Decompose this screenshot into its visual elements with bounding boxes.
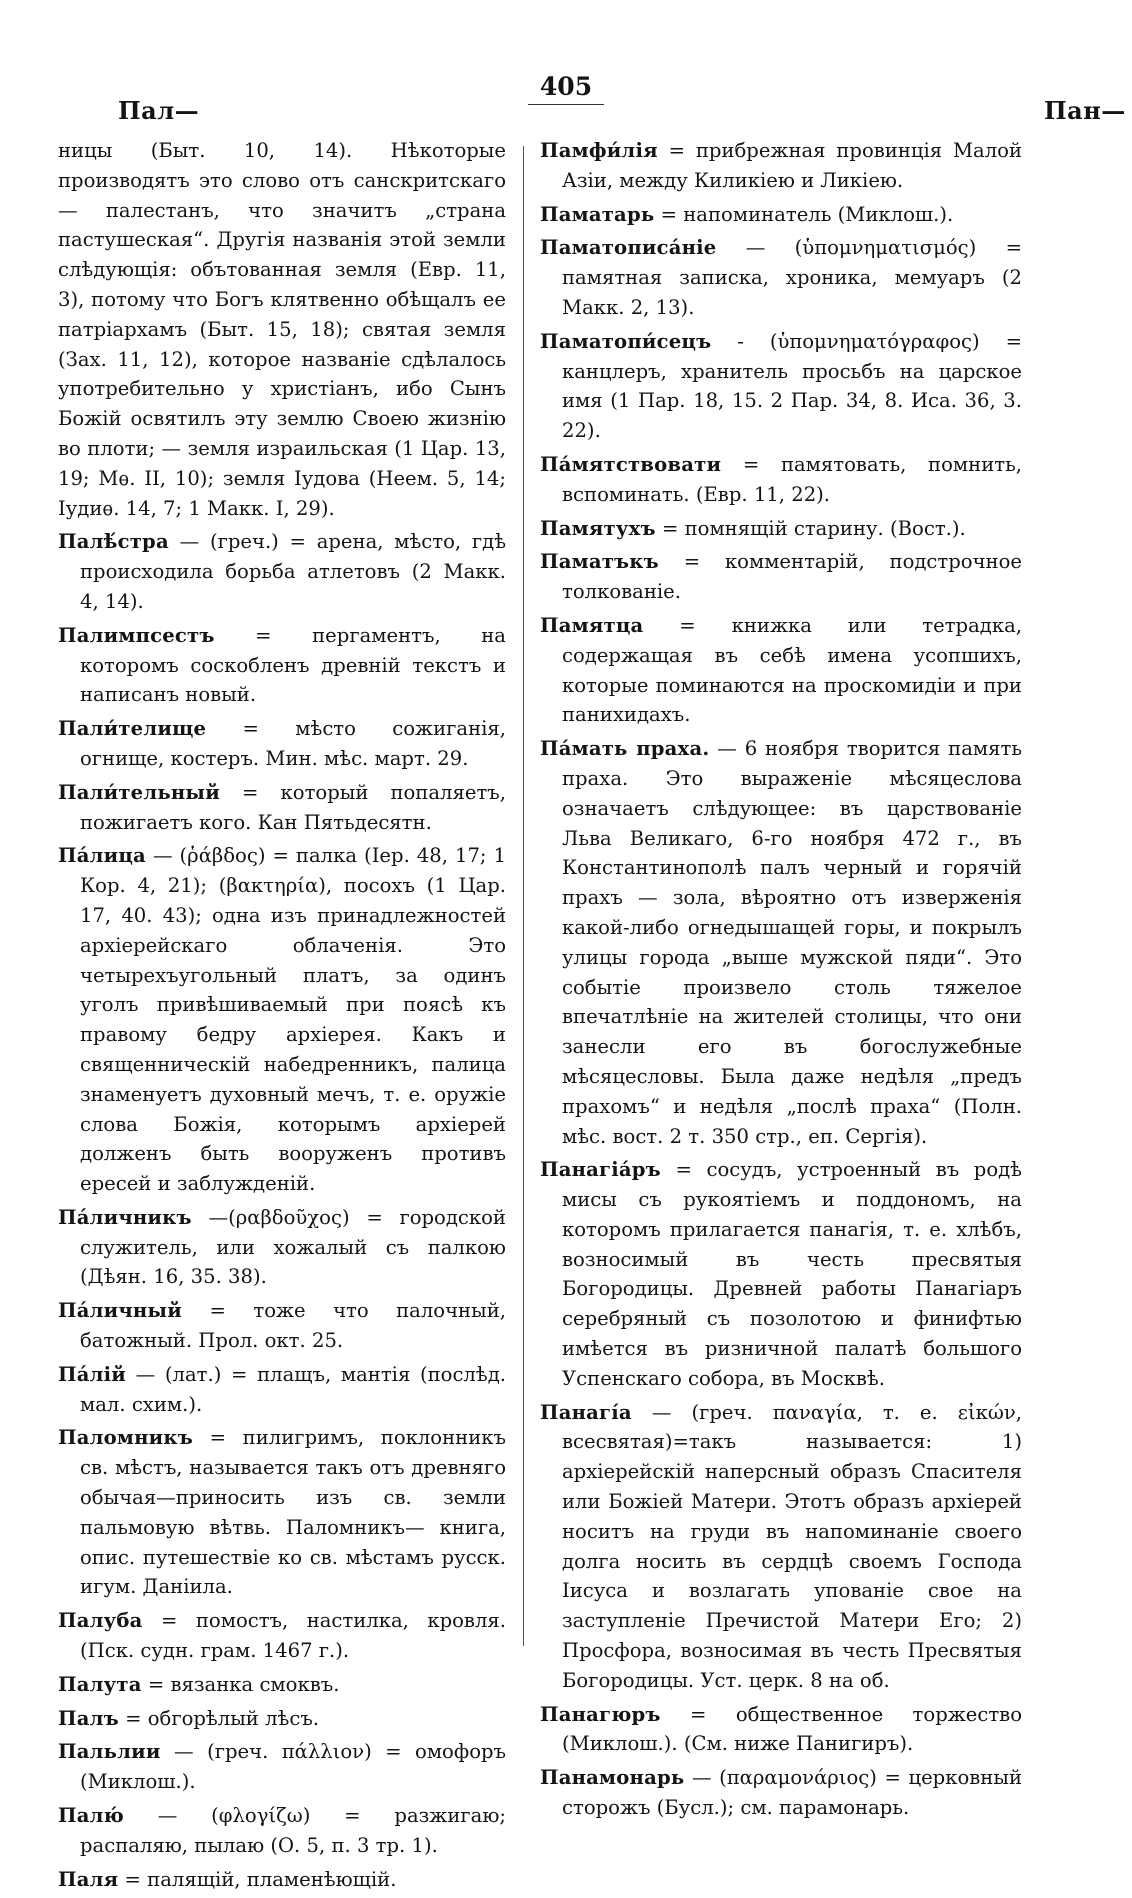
dictionary-entry bbox=[540, 1700, 1022, 1760]
entry-text-line: ступленіе Пречистой Матери Его; 2) Прос bbox=[562, 1609, 1022, 1663]
entry-headword: Памфи́лія bbox=[540, 139, 658, 162]
right-column bbox=[540, 136, 1022, 1827]
entry-text-line: = напоминатель (Миклош.). bbox=[660, 202, 954, 226]
page-number: 405 bbox=[539, 72, 593, 101]
entry-text-line: новый. bbox=[185, 683, 257, 707]
entry-text-line: носитъ на груди въ напоминаніе своего bbox=[562, 1519, 1022, 1543]
entry-headword: Пальлии bbox=[58, 1740, 161, 1764]
entry-text-line: ницы (Быт. 10, 14). Нѣкоторые произ bbox=[58, 139, 506, 192]
entry-text-line: = помнящій старину. (Вост.). bbox=[661, 516, 966, 540]
entry-text-line: — (παραμονάριος) = церковный bbox=[691, 1766, 1022, 1790]
column-divider bbox=[523, 146, 524, 1646]
running-head-right: Пан— bbox=[1044, 96, 1126, 125]
entry-text-line: 11, 3), потому что Богъ клятвенно обѣ bbox=[58, 258, 506, 311]
entry-headword: Палѣ́стра bbox=[58, 530, 169, 554]
entry-text-line: серебряный съ позолотою и финифтью bbox=[562, 1307, 1022, 1331]
entry-text-line: = прибрежная провинція Малой bbox=[668, 139, 1022, 162]
entry-text-line: (Полн. мѣс. вост. 2 т. 350 стр., еп. bbox=[562, 1094, 1023, 1148]
entry-headword: Па́мятствовати bbox=[540, 452, 722, 476]
entry-headword: Паматарь bbox=[540, 202, 655, 226]
running-head-left: Пал— bbox=[118, 96, 200, 125]
entry-text-line: вѣтвь. Паломникъ— книга, опис. путеше bbox=[80, 1515, 506, 1569]
entry-text-line: вспоминать. (Евр. 11, 22). bbox=[562, 482, 831, 506]
dictionary-entry bbox=[58, 714, 506, 774]
entry-headword: Палъ bbox=[58, 1706, 119, 1730]
entry-headword: Панагіа́ръ bbox=[540, 1158, 661, 1182]
entry-text-line: тяжелое впечатлѣніе на жителей столи bbox=[562, 975, 1022, 1029]
entry-text-line: = обгорѣлый лѣсъ. bbox=[125, 1706, 320, 1730]
entry-text-line: водятъ это слово отъ санскритскаго — bbox=[58, 168, 506, 222]
entry-headword: Паля bbox=[58, 1867, 119, 1891]
entry-text-line: кованіе. bbox=[597, 580, 681, 604]
dictionary-entry bbox=[58, 1670, 506, 1700]
entry-text-line: архіерейскаго облаченія. Это четырехъ bbox=[80, 933, 506, 987]
entry-text-line: = помостъ, настилка, кровля. bbox=[160, 1609, 507, 1633]
entry-headword: Паматописа́ніе bbox=[540, 236, 717, 260]
entry-text-line: происходила борьба атлетовъ (2 Макк. bbox=[80, 560, 506, 584]
entry-text-line: — 6 ноября творится па bbox=[717, 737, 973, 761]
entry-text-line: = пилигримъ, поклонникъ св. bbox=[80, 1426, 506, 1480]
entry-text-line: мал. схим.). bbox=[80, 1392, 203, 1416]
entry-headword: Памятухъ bbox=[540, 516, 656, 540]
dictionary-entry bbox=[58, 841, 506, 1199]
entry-text-line: клош.). (См. ниже Панигиръ). bbox=[602, 1732, 914, 1756]
entry-headword: Паломникъ bbox=[58, 1426, 193, 1450]
dictionary-entry bbox=[540, 1155, 1022, 1393]
entry-text-line: (2 Макк. 2, 13). bbox=[562, 266, 1023, 319]
entry-text-line: женъ противъ ересей и заблужденій. bbox=[80, 1142, 506, 1196]
entry-text-line: эту землю Своею жизнію во плоти; — bbox=[58, 407, 507, 460]
entry-text-line: = памятовать, помнить, bbox=[742, 452, 1022, 476]
entry-headword: Паматопи́сецъ bbox=[540, 329, 712, 353]
entry-headword: Пáличный bbox=[58, 1299, 183, 1323]
entry-text-line: слѣдующія: обътованная земля (Евр. bbox=[58, 258, 462, 282]
entry-text-line: памятная записка, хроника, мемуаръ bbox=[562, 266, 985, 290]
entry-headword: Панагі́а bbox=[540, 1400, 632, 1424]
entry-text-line: = палящій, пламенѣющій. bbox=[124, 1867, 397, 1891]
entry-text-line: которомъ прилагается панагія, т. е. bbox=[562, 1217, 948, 1241]
entry-text-line: жигаетъ кого. Кан Пятьдесятн. bbox=[104, 810, 432, 834]
dictionary-entry bbox=[58, 1801, 506, 1861]
entry-text-line: земля израильская (1 Цар. 13, 19; Мѳ. bbox=[58, 436, 507, 490]
entry-text-line: Успенскаго собора, въ Москвѣ. bbox=[562, 1366, 885, 1390]
entry-text-line: жащая въ себѣ имена усопшихъ, кото bbox=[562, 643, 1022, 697]
dictionary-entry bbox=[58, 1203, 506, 1292]
entry-headword: Палимпсестъ bbox=[58, 623, 215, 647]
entry-text-line: Азіи, между Киликіею и Ликіею. bbox=[562, 168, 904, 192]
entry-text-line: сторожъ (Бусл.); см. парамонарь. bbox=[562, 1796, 910, 1820]
entry-text-line: 17, 40. 43); одна изъ принадлежностей bbox=[80, 903, 506, 927]
entry-text-line: 16, 35. 38). bbox=[153, 1265, 267, 1289]
entry-text-line: Сергія). bbox=[845, 1124, 928, 1148]
entry-text-line: Богородицы. Древней работы Панагіаръ bbox=[562, 1277, 1022, 1301]
dictionary-entry bbox=[58, 1296, 506, 1356]
entry-headword: Паматъкъ bbox=[540, 550, 659, 574]
entry-headword: Пáлій bbox=[58, 1362, 126, 1386]
entry-text-line: угольный платъ, за одинъ уголъ при bbox=[80, 963, 506, 1017]
entry-text-line: чая—приносить изъ св. земли пальмовую bbox=[80, 1486, 506, 1539]
entry-text-line: — (греч. παναγία, т. е. εἰκών, bbox=[651, 1400, 1022, 1424]
entry-headword: Пали́телище bbox=[58, 717, 207, 741]
entry-text-line: - (ὑπομνηματόγραφος) = bbox=[737, 329, 1022, 353]
entry-text-line: которымъ архіерей долженъ быть воору bbox=[80, 1112, 506, 1166]
entry-text-line: названіе сдѣлалось употребительно у bbox=[58, 347, 507, 401]
entry-text-line: = вязанка смоквъ. bbox=[147, 1672, 340, 1696]
entry-text-line: „предъ прахомъ“ и недѣля „послѣ праха“ bbox=[562, 1064, 1022, 1118]
entry-text-line: щалъ ее патріархамъ (Быт. 15, 18); bbox=[58, 287, 506, 341]
entry-headword: Пали́тельный bbox=[58, 780, 220, 804]
dictionary-entry bbox=[540, 514, 1022, 544]
entry-text-line: (Миклош.). bbox=[80, 1770, 196, 1794]
entry-headword: Пáличникъ bbox=[58, 1205, 192, 1229]
entry-headword: Па́мать праха. bbox=[540, 737, 710, 761]
dictionary-entry bbox=[540, 1398, 1022, 1696]
dictionary-entry bbox=[540, 547, 1022, 607]
entry-text-line: ской пяди“. Это событіе произвело столь bbox=[562, 945, 1022, 999]
entry-text-line: — (ῥάβδος) = палка (Іер. 48, 17; bbox=[152, 844, 487, 868]
entry-text-line: архіерея. Какъ и священническій на bbox=[80, 1023, 506, 1076]
entry-text-line: рые поминаются на проскомидіи и при bbox=[608, 673, 1022, 697]
entry-text-line: долга носить въ сердцѣ своемъ Господа bbox=[562, 1549, 1022, 1573]
entry-text-line: = книжка или тетрадка, содер bbox=[562, 613, 1022, 667]
entry-text-line: 472 г., въ Константинополѣ палъ черный bbox=[562, 826, 1023, 880]
entry-headword: Палута bbox=[58, 1672, 142, 1696]
dictionary-entry bbox=[58, 1704, 506, 1734]
entry-text-line: канцлеръ, хранитель просьбъ на царское bbox=[562, 359, 1022, 383]
entry-text-line: 4, 14). bbox=[80, 589, 144, 613]
dictionary-entry bbox=[540, 200, 1022, 230]
entry-text-line: панихидахъ. bbox=[562, 703, 691, 727]
entry-text-line: = тоже что палочный, батож bbox=[80, 1299, 506, 1353]
dictionary-entry bbox=[58, 1865, 506, 1895]
entry-headword: Палю́ bbox=[58, 1804, 124, 1828]
dictionary-entry bbox=[540, 233, 1022, 322]
dictionary-entry bbox=[58, 1360, 506, 1420]
entry-text-line: — (греч.) = арена, мѣсто, гдѣ bbox=[179, 530, 507, 554]
entry-text-line: имѣется въ ризничной палатѣ большого bbox=[562, 1337, 1022, 1361]
entry-text-line: имя (1 Пар. 18, 15. 2 Пар. 34, 8. bbox=[562, 389, 904, 413]
entry-text-line: рейскій наперсный образъ Спасителя или bbox=[562, 1460, 1022, 1514]
entry-text-line: соскобленъ древній текстъ и написанъ bbox=[80, 653, 506, 707]
entry-text-line: цы, что они занесли его въ богослу bbox=[562, 1005, 1023, 1059]
dictionary-entry bbox=[540, 611, 1022, 730]
entry-text-line: Иса. 36, 3. 22). bbox=[562, 389, 1022, 443]
entry-text-line: жебные мѣсяцесловы. Была даже недѣля bbox=[562, 1035, 1022, 1088]
entry-text-line: житель, или хожалый съ палкою (Дѣян. bbox=[80, 1235, 506, 1289]
entry-text-line: костеръ. Мин. мѣс. март. 29. bbox=[170, 746, 469, 770]
entry-text-line: христіанъ, ибо Сынъ Божій освятилъ bbox=[58, 377, 507, 431]
entry-text-line: — (φλογίζω) = разжигаю; распаляю, bbox=[80, 1804, 507, 1857]
entry-text-line: Богородицы. Уст. церк. 8 на об. bbox=[562, 1668, 890, 1692]
entry-text-line: — (лат.) = плащъ, мантія (послѣд. bbox=[135, 1362, 506, 1386]
entry-text-line: слова означаетъ слѣдующее: въ цар bbox=[562, 766, 1022, 820]
entry-headword: Палуба bbox=[58, 1609, 143, 1633]
entry-text-line: хлѣбъ, возносимый въ честь пресвятыя bbox=[562, 1217, 1022, 1271]
entry-text-line: II, 10); земля Іудова (Неем. 5, 14; bbox=[144, 466, 506, 490]
entry-text-line: — (греч. πάλλιον) = омофоръ bbox=[174, 1740, 506, 1764]
dictionary-entry bbox=[58, 778, 506, 838]
entry-text-line: = сосудъ, устроенный въ родѣ bbox=[675, 1158, 1022, 1182]
dictionary-entry bbox=[540, 734, 1022, 1151]
entry-text-line: мять праха. Это выраженіе мѣсяце bbox=[562, 737, 1022, 790]
entry-text-line: бедренникъ, палица знаменуетъ духов bbox=[80, 1052, 506, 1106]
entry-text-line: —(ραβδοῦχος) = городской слу bbox=[80, 1205, 506, 1259]
entry-text-line: и горячій прахъ — зола, вѣроятно отъ bbox=[562, 856, 1022, 910]
entry-text-line: мѣстъ, называется такъ отъ древняго обы bbox=[80, 1456, 506, 1510]
entry-text-line: Іисуса и возлагать упованіе свое на за bbox=[562, 1579, 1022, 1633]
dictionary-entry bbox=[58, 136, 506, 523]
dictionary-entry bbox=[540, 327, 1022, 446]
dictionary-entry bbox=[58, 1606, 506, 1666]
entry-text-line: фора, возносимая въ честь Пресвятыя bbox=[614, 1639, 1022, 1663]
entry-text-line: вѣшиваемый при поясѣ къ правому бедру bbox=[80, 993, 506, 1047]
entry-text-line: = пергаментъ, на которомъ bbox=[80, 623, 506, 677]
page-number-rule bbox=[528, 104, 604, 105]
dictionary-entry bbox=[58, 527, 506, 616]
entry-text-line: пылаю (О. 5, п. 3 тр. 1). bbox=[194, 1833, 438, 1857]
entry-text-line: шеская“. Другія названія этой земли bbox=[116, 228, 506, 252]
entry-text-line: Божіей Матери. Этотъ образъ архіерей bbox=[608, 1490, 1022, 1514]
entry-text-line: ный. Прол. окт. 25. bbox=[144, 1329, 344, 1353]
entry-text-line: Іудиѳ. 14, 7; 1 Макк. I, 29). bbox=[58, 496, 335, 520]
entry-text-line: = который попаляетъ, по bbox=[80, 780, 506, 834]
dictionary-entry bbox=[540, 136, 1022, 196]
entry-text-line: ный мечъ, т. е. оружіе слова Божія, bbox=[80, 1082, 507, 1136]
entry-headword: Панамонарь bbox=[540, 1766, 685, 1790]
entry-text-line: — (ὑπομνηματισμός) = bbox=[745, 236, 1022, 260]
entry-text-line: 1 Кор. 4, 21); (βακτηρία), посохъ (1 Цар. bbox=[80, 844, 506, 898]
entry-text-line: изверженія какой-либо огнедышащей го bbox=[562, 886, 1023, 939]
entry-text-line: (Пск. судн. грам. 1467 г.). bbox=[80, 1639, 350, 1663]
entry-text-line: = мѣсто сожиганія, огнище, bbox=[80, 717, 506, 770]
entry-headword: Пáлица bbox=[58, 844, 146, 868]
left-column bbox=[58, 136, 506, 1898]
entry-text-line: мисы съ рукоятіемъ и поддономъ, на bbox=[562, 1188, 1022, 1212]
entry-text-line: = комментарій, подстрочное тол bbox=[562, 550, 1022, 604]
entry-headword: Панагюръ bbox=[540, 1702, 661, 1726]
entry-headword: Памятца bbox=[540, 613, 644, 637]
entry-text-line: ствованіе Льва Великаго, 6-го ноября bbox=[562, 796, 1022, 850]
dictionary-entry bbox=[58, 1737, 506, 1797]
entry-text-line: всесвятая)=такъ называется: 1) архіе bbox=[562, 1430, 1022, 1484]
entry-text-line: ры, и покрылъ улицы города „выше муж bbox=[562, 915, 1022, 969]
dictionary-entry bbox=[58, 1423, 506, 1602]
entry-text-line: ствіе ко св. мѣстамъ русск. игум. Даніила. bbox=[80, 1545, 506, 1599]
dictionary-entry bbox=[540, 1763, 1022, 1823]
entry-text-line: = общественное торжество (Ми bbox=[562, 1702, 1022, 1756]
entry-text-line: палестанъ, что значитъ „страна пасту bbox=[58, 198, 506, 252]
dictionary-entry bbox=[540, 450, 1022, 510]
dictionary-entry bbox=[58, 621, 506, 710]
entry-text-line: святая земля (Зах. 11, 12), которое bbox=[58, 317, 506, 371]
